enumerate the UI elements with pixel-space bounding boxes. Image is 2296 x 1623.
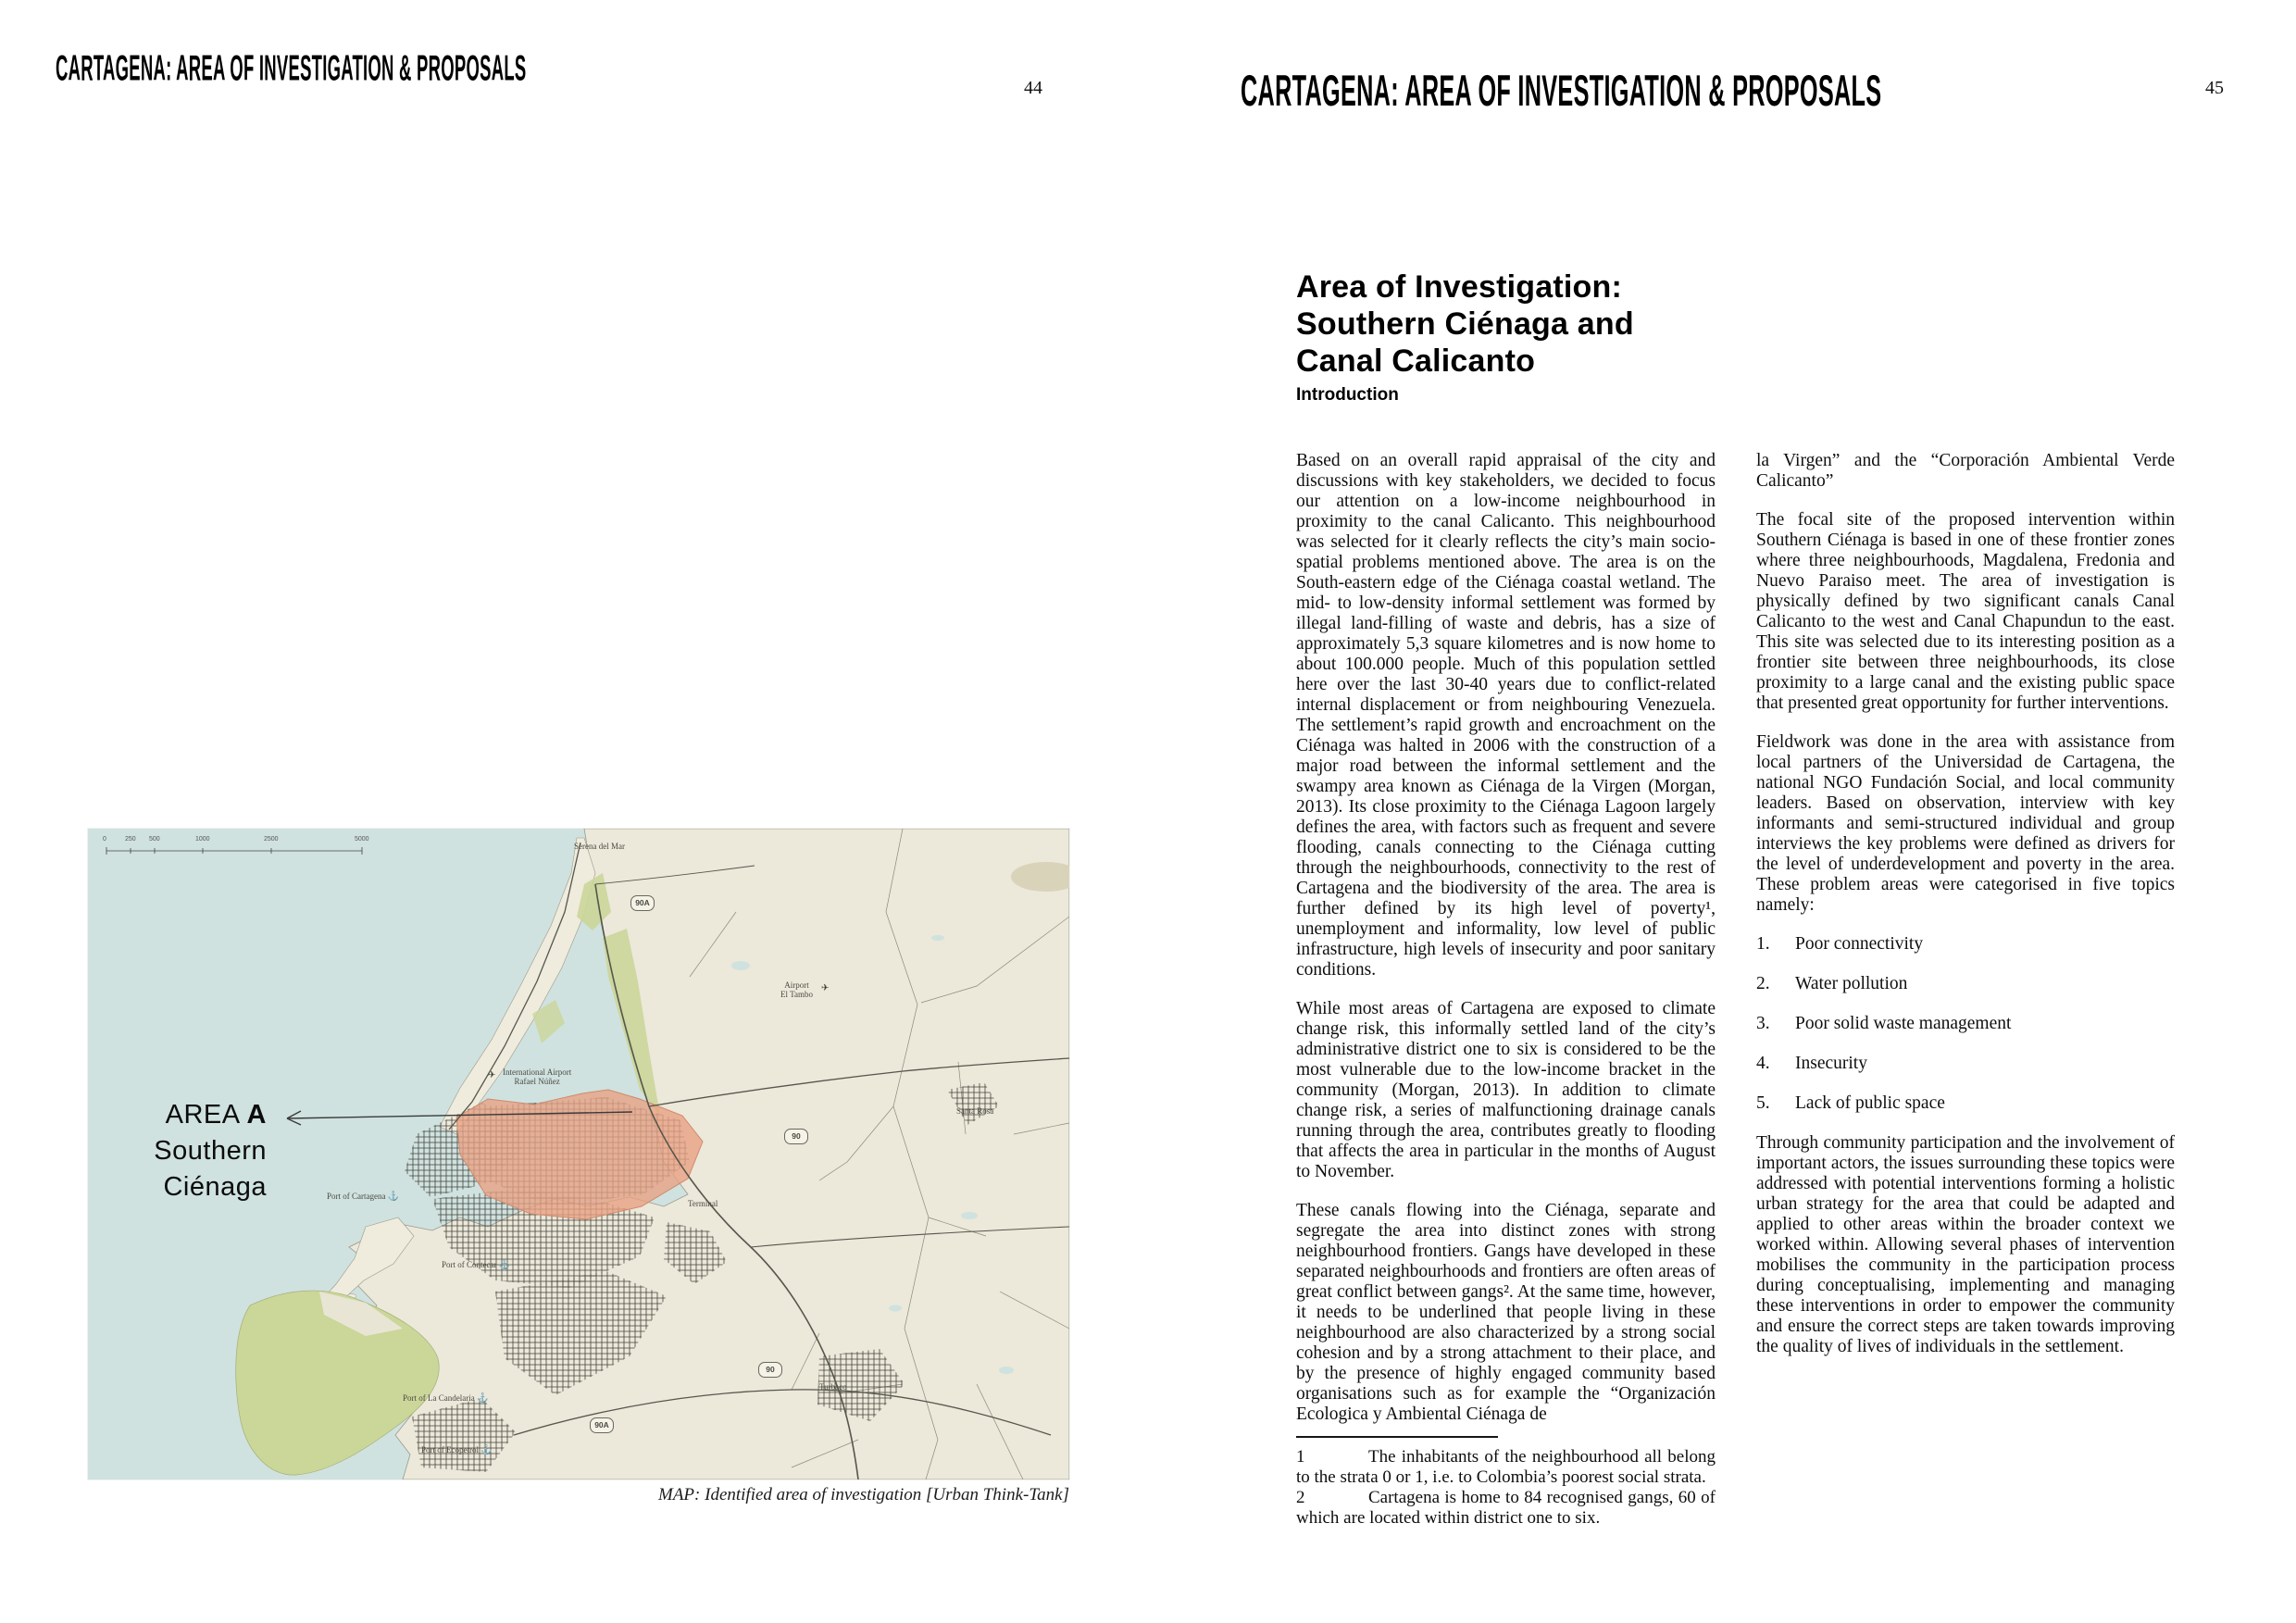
list-item: 2. Water pollution <box>1756 974 1908 993</box>
paragraph: While most areas of Cartagena are exposed to climate change risk, this informally settled land of the city’s administrative district one to six is considered to be the most vulnerable due to the low-income bracket in the community (Morgan, 2013). In addition to climate change risk, a series of malfunctioning drainage canals running through the area, contributes greatly to flooding that affects the area in particular in the months of August to November. <box>1296 999 1716 1181</box>
map-label-port-of-ecopetrol: Port of Ecopetrol ⚓ <box>421 1445 493 1455</box>
scale-tick: 500 <box>149 836 160 843</box>
map-label-turbaco: Turbaco <box>819 1382 847 1392</box>
paragraph: The focal site of the proposed intervention within Southern Ciénaga is based in one of these frontier zones where three neighbourhoods, Magdalena, Fredonia and Nuevo Paraiso meet. The area of investigation is physically defined by two significant canals Canal Calicanto to the west and Canal Chapundun to the east. This site was selected due to its interesting position as a frontier site between three neighbourhoods, its close proximity to a large canal and the existing public space that presented great opportunity for further interventions. <box>1756 510 2175 713</box>
map-label-port-of-contecar: Port of Contecar ⚓ <box>442 1260 511 1270</box>
list-item: 3. Poor solid waste management <box>1756 1014 2012 1033</box>
anchor-icon: ⚓ <box>498 1260 511 1270</box>
footnote-rule <box>1296 1436 1498 1438</box>
list-item: 1. Poor connectivity <box>1756 934 1924 954</box>
section-title-line2: Southern Ciénaga and <box>1296 306 1634 342</box>
route-shield-90: 90 <box>758 1362 782 1378</box>
right-page-number: 45 <box>2205 78 2224 98</box>
route-shield-90a: 90A <box>590 1417 614 1433</box>
left-page-header-text: CARTAGENA: AREA OF INVESTIGATION & PROPOSALS <box>56 48 527 89</box>
paragraph: la Virgen” and the “Corporación Ambiental Verde Calicanto” <box>1756 451 2175 491</box>
map-figure <box>88 829 1069 1479</box>
map-area-label-line2: Southern <box>154 1136 267 1166</box>
map-label-international-airport: International Airport Rafael Núñez <box>503 1067 572 1086</box>
section-title <box>1296 268 1796 406</box>
footnote-text: Cartagena is home to 84 recognised gangs, 60 of which are located within district one to six. <box>1296 1488 1716 1528</box>
left-page-number: 44 <box>1024 78 1042 98</box>
section-title-line3: Canal Calicanto <box>1296 343 1536 379</box>
list-item: 5. Lack of public space <box>1756 1093 1945 1113</box>
plane-icon: ✈ <box>488 1070 496 1080</box>
footnote-text: The inhabitants of the neighbourhood all belong to the strata 0 or 1, i.e. to Colombia’s poorest social strata. <box>1296 1447 1716 1487</box>
plane-icon: ✈ <box>821 983 830 993</box>
footnote-number: 2 <box>1296 1488 1305 1507</box>
route-shield-90a: 90A <box>630 895 655 911</box>
right-page-header <box>1241 65 2296 115</box>
scale-tick: 0 <box>103 836 106 843</box>
paragraph: Through community participation and the involvement of important actors, the issues surrounding these topics were addressed with potential interventions forming a holistic urban strategy for the area that could be adapted and applied to other areas within the broader context we worked within. Allowing several phases of intervention mobilises the community in the participation process during conceptualising, implementing and managing these interventions in order to empower the community and ensure the correct steps are taken towards improving the quality of lives of individuals in the settlement. <box>1756 1133 2175 1356</box>
footnote-number: 1 <box>1296 1447 1305 1467</box>
paragraph: Fieldwork was done in the area with assistance from local partners of the Universidad de Cartagena, the national NGO Fundación Social, and local community leaders. Based on observation, interview with key informants and semi-structured individual and group interviews the key problems were defined as drivers for the level of underdevelopment and poverty in the area. These problem areas were categorised in five topics namely: <box>1756 732 2175 915</box>
route-shield-90: 90 <box>784 1129 808 1144</box>
map-label-airport-el-tambo: Airport El Tambo <box>780 980 813 999</box>
scale-tick: 5000 <box>355 836 369 843</box>
right-page-header-text: CARTAGENA: AREA OF INVESTIGATION & PROPOSALS <box>1241 66 1882 116</box>
scale-tick: 1000 <box>195 836 210 843</box>
map-label-port-of-cartagena: Port of Cartagena ⚓ <box>327 1192 400 1202</box>
list-item: 4. Insecurity <box>1756 1054 1867 1073</box>
map-label-port-of-la-candelaria: Port of La Candelaria ⚓ <box>403 1393 489 1404</box>
anchor-icon: ⚓ <box>480 1445 493 1455</box>
footnote-1 <box>1296 1447 1716 1488</box>
map-area-label-line3: Ciénaga <box>163 1172 267 1202</box>
map-label-terminal: Terminal <box>688 1199 718 1208</box>
anchor-icon: ⚓ <box>387 1192 400 1202</box>
map-caption: MAP: Identified area of investigation [Urban Think-Tank] <box>658 1485 1069 1504</box>
scale-tick: 2500 <box>264 836 279 843</box>
section-title-line1: Area of Investigation: <box>1296 269 1623 305</box>
paragraph: These canals flowing into the Ciénaga, separate and segregate the area into distinct zones with strong neighbourhood frontiers. Gangs have developed in these separated neighbourhoods and frontiers are often areas of great conflict between gangs². At the same time, however, it needs to be underlined that people living in these neighbourhood are also characterized by a strong social cohesion and by a strong attachment to their place, and by the presence of highly engaged community based organisations such as for example the “Organización Ecologica y Ambiental Ciénaga de <box>1296 1201 1716 1424</box>
section-subtitle: Introduction <box>1296 385 1399 405</box>
map-area-label <box>114 1097 267 1205</box>
problem-topics-list <box>1756 934 2175 1114</box>
paragraph: Based on an overall rapid appraisal of the city and discussions with key stakeholders, we decided to focus our attention on a low-income neighbourhood in proximity to the canal Calicanto. This neighbourhood was selected for it clearly reflects the city’s main socio-spatial problems mentioned above. The area is on the South-eastern edge of the Ciénaga coastal wetland. The mid- to low-density informal settlement was formed by illegal land-filling of waste and debris, has a size of approximately 5,3 square kilometres and is now home to about 100.000 people. Much of this population settled here over the last 30-40 years due to conflict-related internal displacement or from neighbouring Venezuela. The settlement’s rapid growth and encroachment on the Ciénaga was halted in 2006 with the construction of a major road between the informal settlement and the swampy area known as Ciénaga de la Virgen (Morgan, 2013). Its close proximity to the Ciénaga Lagoon largely defines the area, with factors such as frequent and severe flooding, canals connecting to the Ciénaga cutting through the neighbourhoods, connectivity to the rest of Cartagena and the biodiversity of the area. The area is further defined by its high level of poverty¹, unemployment and informality, low level of public infrastructure, high levels of insecurity and poor sanitary conditions. <box>1296 451 1716 980</box>
map-area-label-line1: AREA A <box>165 1100 267 1130</box>
map-label-serena-del-mar: Serena del Mar <box>574 842 625 851</box>
text-column-1 <box>1296 451 1716 1529</box>
map-label-santa-rosa: Santa Rosa <box>956 1106 994 1116</box>
text-column-2 <box>1756 451 2175 1376</box>
scale-tick: 250 <box>125 836 136 843</box>
left-page-header <box>56 48 997 87</box>
anchor-icon: ⚓ <box>476 1393 489 1404</box>
footnote-2 <box>1296 1488 1716 1529</box>
